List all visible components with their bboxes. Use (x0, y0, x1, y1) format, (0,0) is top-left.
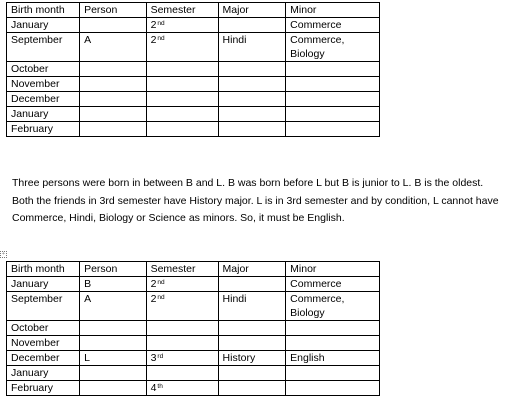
semester-cell (146, 77, 218, 92)
major-cell (218, 321, 286, 336)
column-header: Person (80, 3, 147, 18)
semester-cell (146, 336, 218, 351)
explanation-paragraph (12, 175, 524, 228)
minor-cell (286, 18, 380, 33)
table-row (7, 277, 380, 292)
table-initial (6, 2, 380, 137)
minor-line: Commerce, (290, 293, 345, 305)
minor-cell (286, 336, 380, 351)
minor-cell (286, 366, 380, 381)
table-solved-body (7, 262, 380, 396)
table-solved (6, 261, 380, 396)
birth-month-cell: February (7, 381, 80, 396)
minor-cell (286, 292, 380, 321)
table-row (7, 292, 380, 321)
minor-line: Commerce (290, 19, 342, 31)
table-row (7, 351, 380, 366)
table-row (7, 62, 380, 77)
table-row (7, 381, 380, 396)
birth-month-cell: February (7, 122, 80, 137)
semester-number: 2 (150, 34, 157, 46)
person-cell: A (80, 33, 147, 62)
semester-cell (146, 18, 218, 33)
major-cell (218, 18, 286, 33)
minor-cell (286, 92, 380, 107)
minor-cell (286, 277, 380, 292)
birth-month-cell: January (7, 107, 80, 122)
semester-number: 2 (150, 19, 157, 31)
person-cell (80, 18, 147, 33)
semester-ordinal-suffix: nd (157, 20, 165, 27)
semester-cell (146, 292, 218, 321)
person-cell (80, 92, 147, 107)
birth-month-cell: September (7, 292, 80, 321)
minor-line: Commerce (290, 278, 342, 290)
major-cell (218, 277, 286, 292)
column-header: Birth month (7, 3, 80, 18)
explanation-line: Both the friends in 3rd semester have History major. L is in 3rd semester and by condition, L cannot have (12, 194, 499, 207)
column-header: Minor (286, 3, 380, 18)
birth-month-cell: January (7, 366, 80, 381)
birth-month-cell: October (7, 321, 80, 336)
semester-number: 2 (150, 278, 157, 290)
birth-month-cell: November (7, 77, 80, 92)
semester-ordinal-suffix: nd (157, 279, 165, 286)
minor-cell (286, 381, 380, 396)
person-cell: A (80, 292, 147, 321)
minor-cell (286, 62, 380, 77)
table-row (7, 77, 380, 92)
person-cell (80, 381, 147, 396)
birth-month-cell: January (7, 18, 80, 33)
explanation-line: Commerce, Hindi, Biology or Science as minors. So, it must be English. (12, 212, 345, 224)
column-header: Major (218, 262, 286, 277)
table-header-row (7, 3, 380, 18)
birth-month-cell: September (7, 33, 80, 62)
minor-cell (286, 107, 380, 122)
table-header-row (7, 262, 380, 277)
semester-cell (146, 321, 218, 336)
semester-cell (146, 92, 218, 107)
major-cell (218, 107, 286, 122)
person-cell (80, 107, 147, 122)
semester-number: 4 (150, 382, 157, 394)
column-header: Minor (286, 262, 380, 277)
person-cell (80, 321, 147, 336)
table-row (7, 336, 380, 351)
semester-number: 2 (150, 293, 157, 305)
table-row (7, 92, 380, 107)
semester-ordinal-suffix: nd (157, 294, 165, 301)
semester-cell (146, 107, 218, 122)
birth-month-cell: November (7, 336, 80, 351)
column-header: Person (80, 262, 147, 277)
semester-ordinal-suffix: nd (157, 35, 165, 42)
table-row (7, 122, 380, 137)
major-cell: History (218, 351, 286, 366)
person-cell: L (80, 351, 147, 366)
minor-cell (286, 351, 380, 366)
person-cell (80, 77, 147, 92)
major-cell (218, 92, 286, 107)
major-cell (218, 122, 286, 137)
table-row (7, 107, 380, 122)
person-cell (80, 366, 147, 381)
explanation-line: Three persons were born in between B and L. B was born before L but B is junior to L. B is the oldest. (12, 177, 484, 189)
table-row (7, 366, 380, 381)
minor-line: Biology (290, 48, 325, 60)
major-cell (218, 77, 286, 92)
major-cell (218, 381, 286, 396)
column-header: Major (218, 3, 286, 18)
minor-cell (286, 321, 380, 336)
birth-month-cell: December (7, 92, 80, 107)
birth-month-cell: December (7, 351, 80, 366)
minor-cell (286, 122, 380, 137)
column-header: Semester (146, 262, 218, 277)
major-cell (218, 336, 286, 351)
person-cell (80, 336, 147, 351)
minor-line: English (290, 352, 325, 364)
person-cell: B (80, 277, 147, 292)
major-cell (218, 62, 286, 77)
column-header: Semester (146, 3, 218, 18)
semester-cell (146, 62, 218, 77)
table-row (7, 321, 380, 336)
semester-number: 3 (150, 352, 157, 364)
person-cell (80, 122, 147, 137)
person-cell (80, 62, 147, 77)
birth-month-cell: January (7, 277, 80, 292)
semester-cell (146, 122, 218, 137)
column-header: Birth month (7, 262, 80, 277)
table-initial-body (7, 3, 380, 137)
table-row (7, 33, 380, 62)
table-row (7, 18, 380, 33)
major-cell (218, 366, 286, 381)
birth-month-cell: October (7, 62, 80, 77)
table-move-handle-icon[interactable]: + (0, 251, 7, 258)
semester-cell (146, 277, 218, 292)
semester-ordinal-suffix: th (157, 383, 163, 390)
major-cell: Hindi (218, 33, 286, 62)
semester-ordinal-suffix: rd (157, 353, 164, 360)
minor-line: Commerce, (290, 34, 345, 46)
minor-line: Biology (290, 307, 325, 319)
semester-cell (146, 381, 218, 396)
minor-cell (286, 33, 380, 62)
semester-cell (146, 33, 218, 62)
major-cell: Hindi (218, 292, 286, 321)
semester-cell (146, 366, 218, 381)
minor-cell (286, 77, 380, 92)
semester-cell (146, 351, 218, 366)
